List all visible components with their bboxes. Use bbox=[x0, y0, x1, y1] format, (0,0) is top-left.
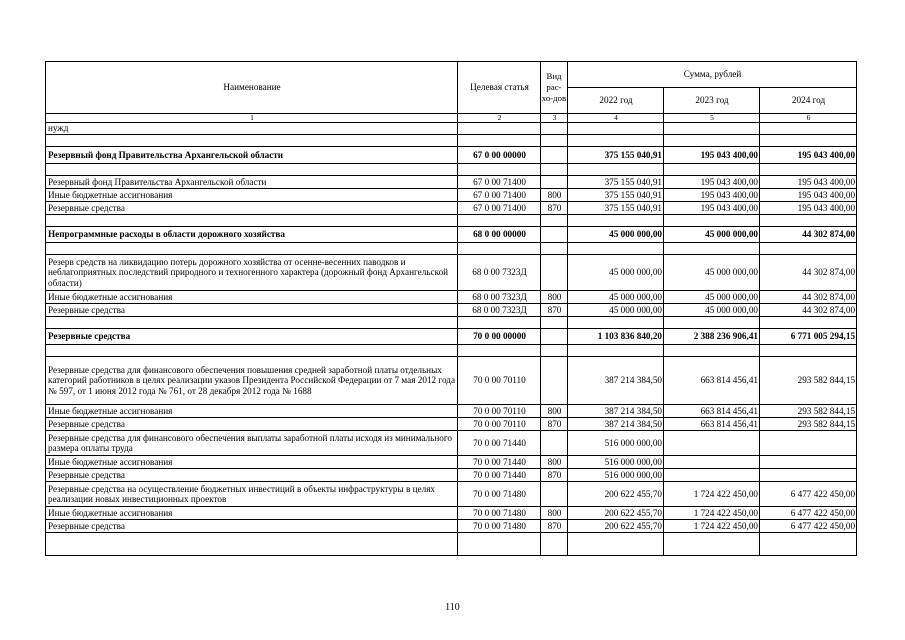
empty-cell bbox=[760, 345, 857, 357]
row-target-article: 70 0 00 71440 bbox=[458, 431, 541, 456]
row-sum-2024: 6 477 422 450,00 bbox=[760, 482, 857, 507]
row-sum-2023: 195 043 400,00 bbox=[664, 176, 760, 189]
row-expense-type bbox=[541, 123, 568, 135]
spacer-row bbox=[46, 215, 857, 227]
row-sum-2023: 1 724 422 450,00 bbox=[664, 520, 760, 533]
empty-cell bbox=[760, 215, 857, 227]
header-name: Наименование bbox=[46, 62, 458, 114]
row-sum-2023: 663 814 456,41 bbox=[664, 357, 760, 405]
row-name: нужд bbox=[46, 123, 458, 135]
row-sum-2023 bbox=[664, 431, 760, 456]
row-expense-type: 870 bbox=[541, 469, 568, 482]
row-name: Резервные средства для финансового обеспечения повышения средней заработной платы отдельных категорий работников в целях реализации указов Президента Российской Федерации от 7 мая 2012 года № 597, от 1 июня 2012 года № 761, от 28 декабря 2012 года № 1688 bbox=[46, 357, 458, 405]
row-sum-2023: 45 000 000,00 bbox=[664, 291, 760, 304]
empty-cell bbox=[760, 533, 857, 556]
row-expense-type: 800 bbox=[541, 507, 568, 520]
row-sum-2024: 44 302 874,00 bbox=[760, 227, 857, 243]
row-sum-2024: 293 582 844,15 bbox=[760, 357, 857, 405]
table-row bbox=[46, 255, 857, 291]
row-name: Резервные средства для финансового обеспечения выплаты заработной платы исходя из минимального размера оплаты труда bbox=[46, 431, 458, 456]
table-row bbox=[46, 147, 857, 164]
empty-cell bbox=[541, 135, 568, 147]
table-row bbox=[46, 202, 857, 215]
empty-cell bbox=[568, 243, 664, 255]
col-index: 4 bbox=[568, 114, 664, 123]
row-name: Резервные средства bbox=[46, 520, 458, 533]
row-name: Резервные средства на осуществление бюджетных инвестиций в объекты инфраструктуры в целях реализации новых инвестиционных проектов bbox=[46, 482, 458, 507]
row-sum-2023: 2 388 236 906,41 bbox=[664, 329, 760, 345]
row-sum-2024: 6 771 005 294,15 bbox=[760, 329, 857, 345]
empty-cell bbox=[760, 317, 857, 329]
table-row bbox=[46, 507, 857, 520]
row-expense-type: 870 bbox=[541, 418, 568, 431]
page-number: 110 bbox=[445, 602, 460, 613]
empty-cell bbox=[46, 135, 458, 147]
row-expense-type bbox=[541, 255, 568, 291]
table-row bbox=[46, 329, 857, 345]
row-expense-type bbox=[541, 147, 568, 164]
empty-cell bbox=[760, 135, 857, 147]
table-row bbox=[46, 482, 857, 507]
row-name: Резервный фонд Правительства Архангельской области bbox=[46, 147, 458, 164]
row-sum-2022: 387 214 384,50 bbox=[568, 357, 664, 405]
row-name: Резервный фонд Правительства Архангельской области bbox=[46, 176, 458, 189]
row-sum-2022: 387 214 384,50 bbox=[568, 405, 664, 418]
row-sum-2024 bbox=[760, 431, 857, 456]
col-index: 2 bbox=[458, 114, 541, 123]
row-sum-2024: 6 477 422 450,00 bbox=[760, 520, 857, 533]
row-target-article: 67 0 00 71400 bbox=[458, 202, 541, 215]
row-expense-type: 870 bbox=[541, 520, 568, 533]
empty-cell bbox=[664, 317, 760, 329]
row-name: Резерв средств на ликвидацию потерь дорожного хозяйства от осенне-весенних паводков и неблагоприятных последствий природного и техногенного характера (дорожный фонд Архангельской области) bbox=[46, 255, 458, 291]
empty-cell bbox=[541, 215, 568, 227]
empty-cell bbox=[568, 345, 664, 357]
table-row bbox=[46, 227, 857, 243]
row-name: Непрограммные расходы в области дорожного хозяйства bbox=[46, 227, 458, 243]
row-name: Резервные средства bbox=[46, 469, 458, 482]
row-target-article: 68 0 00 7323Д bbox=[458, 291, 541, 304]
row-sum-2023 bbox=[664, 123, 760, 135]
row-target-article: 70 0 00 71440 bbox=[458, 469, 541, 482]
row-name: Иные бюджетные ассигнования bbox=[46, 291, 458, 304]
table-row bbox=[46, 304, 857, 317]
header-year-2024: 2024 год bbox=[760, 88, 857, 114]
row-sum-2023: 195 043 400,00 bbox=[664, 202, 760, 215]
row-target-article: 67 0 00 00000 bbox=[458, 147, 541, 164]
empty-cell bbox=[541, 164, 568, 176]
row-sum-2023: 45 000 000,00 bbox=[664, 304, 760, 317]
header-expense-type: Вид рас-хо-дов bbox=[541, 62, 568, 114]
row-sum-2023: 1 724 422 450,00 bbox=[664, 507, 760, 520]
row-expense-type bbox=[541, 227, 568, 243]
row-name: Резервные средства bbox=[46, 418, 458, 431]
row-target-article: 70 0 00 70110 bbox=[458, 418, 541, 431]
empty-cell bbox=[458, 345, 541, 357]
spacer-row bbox=[46, 135, 857, 147]
spacer-row bbox=[46, 317, 857, 329]
row-sum-2022: 45 000 000,00 bbox=[568, 227, 664, 243]
row-expense-type: 800 bbox=[541, 291, 568, 304]
row-name: Резервные средства bbox=[46, 329, 458, 345]
row-expense-type bbox=[541, 482, 568, 507]
row-sum-2024: 195 043 400,00 bbox=[760, 202, 857, 215]
empty-cell bbox=[541, 533, 568, 556]
row-sum-2022: 200 622 455,70 bbox=[568, 520, 664, 533]
empty-cell bbox=[568, 317, 664, 329]
spacer-row bbox=[46, 345, 857, 357]
header-year-2022: 2022 год bbox=[568, 88, 664, 114]
row-target-article: 68 0 00 00000 bbox=[458, 227, 541, 243]
row-sum-2024: 44 302 874,00 bbox=[760, 304, 857, 317]
row-target-article: 70 0 00 71480 bbox=[458, 482, 541, 507]
empty-cell bbox=[664, 215, 760, 227]
empty-cell bbox=[760, 243, 857, 255]
empty-cell bbox=[46, 215, 458, 227]
table-row bbox=[46, 123, 857, 135]
empty-cell bbox=[541, 317, 568, 329]
spacer-row bbox=[46, 533, 857, 556]
row-sum-2022 bbox=[568, 123, 664, 135]
empty-cell bbox=[458, 164, 541, 176]
row-target-article: 70 0 00 70110 bbox=[458, 357, 541, 405]
row-sum-2023: 663 814 456,41 bbox=[664, 418, 760, 431]
empty-cell bbox=[568, 164, 664, 176]
empty-cell bbox=[664, 345, 760, 357]
row-expense-type bbox=[541, 329, 568, 345]
empty-cell bbox=[568, 135, 664, 147]
spacer-row bbox=[46, 243, 857, 255]
row-target-article: 70 0 00 71480 bbox=[458, 520, 541, 533]
row-sum-2022: 45 000 000,00 bbox=[568, 304, 664, 317]
table-row bbox=[46, 431, 857, 456]
row-expense-type: 800 bbox=[541, 405, 568, 418]
header-target-article: Целевая статья bbox=[458, 62, 541, 114]
empty-cell bbox=[541, 243, 568, 255]
table-row bbox=[46, 520, 857, 533]
row-sum-2024 bbox=[760, 123, 857, 135]
col-index: 3 bbox=[541, 114, 568, 123]
table-row bbox=[46, 405, 857, 418]
spacer-row bbox=[46, 164, 857, 176]
row-sum-2022: 375 155 040,91 bbox=[568, 176, 664, 189]
table-row bbox=[46, 456, 857, 469]
header-sum: Сумма, рублей bbox=[568, 62, 857, 88]
table-row bbox=[46, 469, 857, 482]
row-sum-2022: 200 622 455,70 bbox=[568, 482, 664, 507]
row-sum-2024: 195 043 400,00 bbox=[760, 147, 857, 164]
row-sum-2023: 663 814 456,41 bbox=[664, 405, 760, 418]
empty-cell bbox=[46, 317, 458, 329]
row-sum-2023 bbox=[664, 456, 760, 469]
row-sum-2024: 195 043 400,00 bbox=[760, 189, 857, 202]
row-sum-2022: 516 000 000,00 bbox=[568, 456, 664, 469]
col-index: 5 bbox=[664, 114, 760, 123]
row-sum-2022: 516 000 000,00 bbox=[568, 469, 664, 482]
row-expense-type bbox=[541, 431, 568, 456]
row-sum-2023: 195 043 400,00 bbox=[664, 189, 760, 202]
row-name: Иные бюджетные ассигнования bbox=[46, 507, 458, 520]
row-sum-2022: 45 000 000,00 bbox=[568, 255, 664, 291]
table-row bbox=[46, 357, 857, 405]
row-sum-2022: 516 000 000,00 bbox=[568, 431, 664, 456]
row-sum-2022: 375 155 040,91 bbox=[568, 189, 664, 202]
empty-cell bbox=[46, 345, 458, 357]
table-row bbox=[46, 418, 857, 431]
table-row bbox=[46, 189, 857, 202]
row-target-article: 70 0 00 71480 bbox=[458, 507, 541, 520]
row-sum-2022: 1 103 836 840,20 bbox=[568, 329, 664, 345]
empty-cell bbox=[46, 533, 458, 556]
row-sum-2024 bbox=[760, 469, 857, 482]
row-target-article: 67 0 00 71400 bbox=[458, 176, 541, 189]
row-sum-2024: 6 477 422 450,00 bbox=[760, 507, 857, 520]
row-target-article: 70 0 00 70110 bbox=[458, 405, 541, 418]
row-name: Иные бюджетные ассигнования bbox=[46, 189, 458, 202]
row-sum-2023: 45 000 000,00 bbox=[664, 227, 760, 243]
empty-cell bbox=[541, 345, 568, 357]
empty-cell bbox=[458, 533, 541, 556]
row-sum-2022: 375 155 040,91 bbox=[568, 147, 664, 164]
table-row bbox=[46, 291, 857, 304]
budget-table bbox=[45, 61, 857, 556]
row-sum-2024: 44 302 874,00 bbox=[760, 255, 857, 291]
empty-cell bbox=[568, 215, 664, 227]
row-sum-2024: 293 582 844,15 bbox=[760, 405, 857, 418]
row-target-article: 67 0 00 71400 bbox=[458, 189, 541, 202]
row-sum-2022: 375 155 040,91 bbox=[568, 202, 664, 215]
table-row bbox=[46, 176, 857, 189]
empty-cell bbox=[664, 135, 760, 147]
row-name: Резервные средства bbox=[46, 202, 458, 215]
empty-cell bbox=[458, 317, 541, 329]
row-sum-2022: 45 000 000,00 bbox=[568, 291, 664, 304]
row-sum-2024: 195 043 400,00 bbox=[760, 176, 857, 189]
row-expense-type: 870 bbox=[541, 304, 568, 317]
row-target-article bbox=[458, 123, 541, 135]
row-sum-2024: 293 582 844,15 bbox=[760, 418, 857, 431]
col-index: 6 bbox=[760, 114, 857, 123]
col-index: 1 bbox=[46, 114, 458, 123]
empty-cell bbox=[458, 243, 541, 255]
empty-cell bbox=[458, 135, 541, 147]
row-expense-type: 800 bbox=[541, 456, 568, 469]
row-sum-2024: 44 302 874,00 bbox=[760, 291, 857, 304]
row-name: Иные бюджетные ассигнования bbox=[46, 405, 458, 418]
row-sum-2023 bbox=[664, 469, 760, 482]
empty-cell bbox=[760, 164, 857, 176]
row-name: Резервные средства bbox=[46, 304, 458, 317]
row-expense-type: 870 bbox=[541, 202, 568, 215]
row-sum-2022: 200 622 455,70 bbox=[568, 507, 664, 520]
row-target-article: 68 0 00 7323Д bbox=[458, 304, 541, 317]
row-expense-type bbox=[541, 176, 568, 189]
row-sum-2024 bbox=[760, 456, 857, 469]
row-target-article: 68 0 00 7323Д bbox=[458, 255, 541, 291]
row-target-article: 70 0 00 71440 bbox=[458, 456, 541, 469]
row-target-article: 70 0 00 00000 bbox=[458, 329, 541, 345]
empty-cell bbox=[46, 243, 458, 255]
empty-cell bbox=[664, 533, 760, 556]
row-name: Иные бюджетные ассигнования bbox=[46, 456, 458, 469]
empty-cell bbox=[46, 164, 458, 176]
header-year-2023: 2023 год bbox=[664, 88, 760, 114]
row-sum-2023: 195 043 400,00 bbox=[664, 147, 760, 164]
empty-cell bbox=[568, 533, 664, 556]
row-sum-2023: 45 000 000,00 bbox=[664, 255, 760, 291]
empty-cell bbox=[664, 164, 760, 176]
empty-cell bbox=[458, 215, 541, 227]
row-expense-type: 800 bbox=[541, 189, 568, 202]
row-sum-2022: 387 214 384,50 bbox=[568, 418, 664, 431]
row-sum-2023: 1 724 422 450,00 bbox=[664, 482, 760, 507]
row-expense-type bbox=[541, 357, 568, 405]
empty-cell bbox=[664, 243, 760, 255]
